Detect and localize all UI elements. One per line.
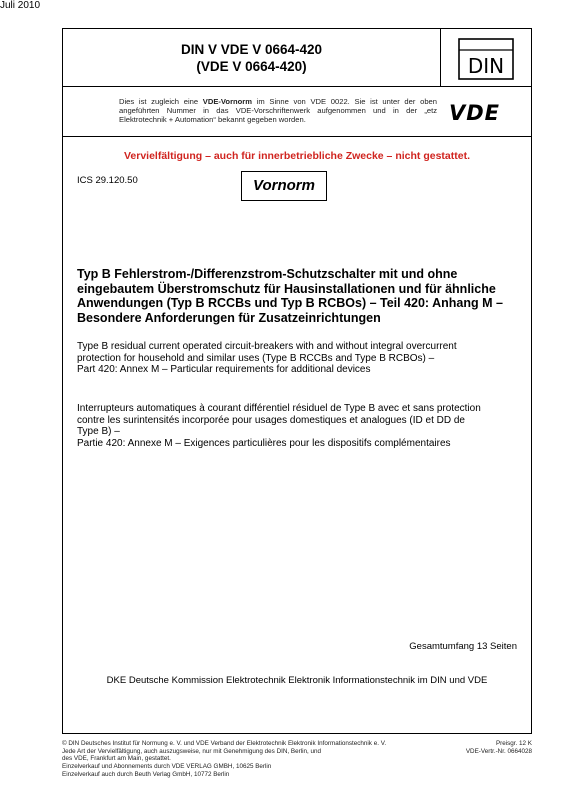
din-logo: [441, 29, 531, 87]
title-french-line: contre les surintensités incorporée pour usages domestiques et analogues (ID et DD de: [77, 414, 465, 426]
footer-line: Jede Art der Vervielfältigung, auch auszugsweise, nur mit Genehmigung des DIN, Berlin, und: [62, 747, 322, 755]
copy-warning: Vervielfältigung – auch für innerbetriebliche Zwecke – nicht gestattet.: [123, 150, 470, 162]
svg-text:DIN: DIN: [467, 54, 505, 78]
title-french-line: Interrupteurs automatiques à courant différentiel résiduel de Type B avec et sans protection: [77, 403, 481, 414]
header-row: [63, 29, 531, 87]
vde-vornorm-notice: Dies ist zugleich eine VDE-Vornorm im Sinne von VDE 0022. Sie ist unter der oben angeführten Nummer in das VDE-Vorschriftenwerk aufgenommen und in der „etz Elektrotechnik + Automation“ bekannt gegeben worden.: [119, 97, 437, 125]
footer-line: Einzelverkauf und Abonnements durch VDE VERLAG GMBH, 10625 Berlin: [62, 763, 272, 771]
title-english-line: Type B residual current operated circuit-breakers with and without integral overcurrent: [77, 341, 457, 352]
vde-number: (VDE V 0664-420): [196, 59, 307, 74]
ics-code: ICS 29.120.50: [77, 175, 138, 186]
title-french-line: Type B) –: [77, 426, 120, 438]
footer-line: Einzelverkauf auch durch Beuth Verlag GmbH, 10772 Berlin: [62, 770, 230, 778]
title-french: [77, 403, 527, 449]
din-logo-icon: [458, 38, 514, 80]
page-count: Gesamtumfang 13 Seiten: [409, 641, 517, 652]
notice-row: [63, 87, 531, 137]
title-french-line: Partie 420: Annexe M – Exigences particulières pour les dispositifs complémentaires: [77, 437, 451, 449]
footer-line: © DIN Deutsches Institut für Normung e. V. und VDE Verband der Elektrotechnik Elektronik Informationstechnik e. V.: [62, 740, 387, 747]
vornorm-label: Vornorm: [241, 171, 327, 201]
standard-number: DIN V VDE V 0664-420: [180, 42, 323, 57]
title-english-line: Part 420: Annex M – Particular requirements for additional devices: [77, 364, 371, 376]
footer: [62, 736, 532, 792]
title-english: [77, 341, 527, 376]
title-german: Typ B Fehlerstrom-/Differenzstrom-Schutzschalter mit und ohne eingebautem Überstromschutz für Hausinstallationen und für ähnliche Anwendungen (Typ B RCCBs und Typ B RCBOs) – Teil 420: Anhang M – Besondere Anforderungen für Zusatzeinrichtungen: [77, 267, 503, 325]
copyright-notice: [62, 740, 422, 779]
publication-date: Juli 2010: [0, 0, 41, 11]
title-english-line: protection for household and similar uses (Type B RCCBs and Type B RCBOs) –: [77, 352, 435, 364]
vde-order-number: VDE-Vertr.-Nr. 0664028: [465, 747, 532, 755]
price-group: Preisgr. 12 K: [495, 740, 532, 747]
footer-line: des VDE, Frankfurt am Main, gestattet.: [62, 755, 171, 763]
standard-number-box: [63, 29, 441, 87]
vde-logo: VDE: [449, 101, 501, 125]
price-info: [466, 740, 532, 755]
dke-line: DKE Deutsche Kommission Elektrotechnik Elektronik Informationstechnik im DIN und VDE: [106, 675, 488, 686]
cover-frame: [62, 28, 532, 734]
